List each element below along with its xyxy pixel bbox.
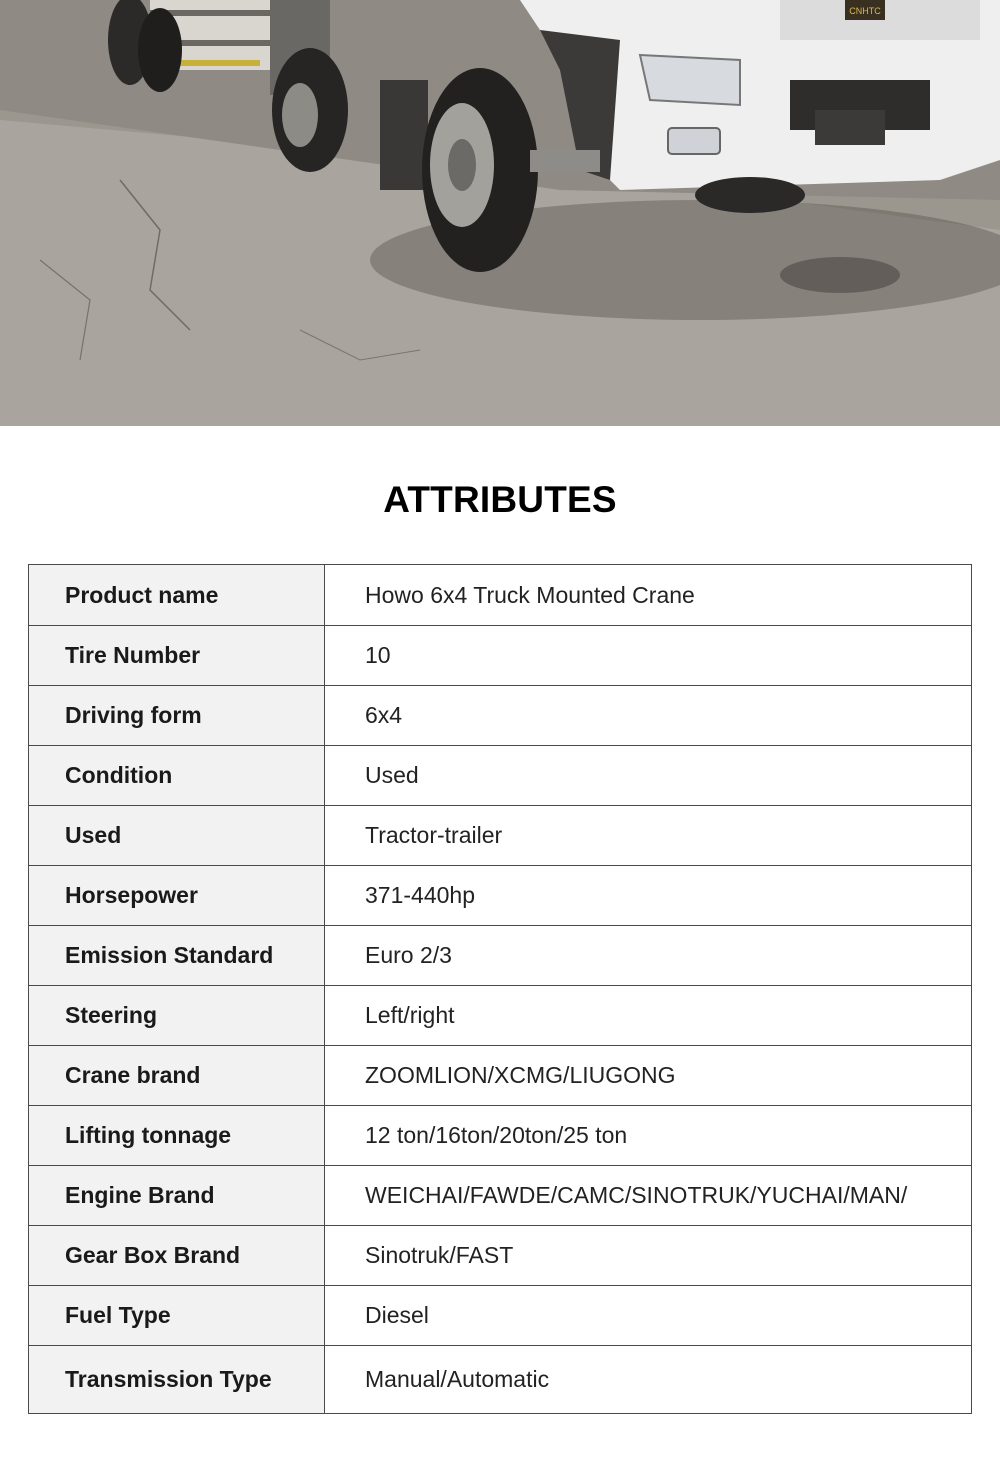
attribute-value: WEICHAI/FAWDE/CAMC/SINOTRUK/YUCHAI/MAN/ bbox=[325, 1166, 972, 1226]
attribute-label: Driving form bbox=[29, 686, 325, 746]
attribute-label: Steering bbox=[29, 986, 325, 1046]
attribute-value: 12 ton/16ton/20ton/25 ton bbox=[325, 1106, 972, 1166]
table-row bbox=[29, 1166, 972, 1226]
table-row bbox=[29, 746, 972, 806]
attribute-value: Left/right bbox=[325, 986, 972, 1046]
table-row bbox=[29, 806, 972, 866]
attribute-value: ZOOMLION/XCMG/LIUGONG bbox=[325, 1046, 972, 1106]
hero-photo bbox=[0, 0, 1000, 426]
attribute-label: Emission Standard bbox=[29, 926, 325, 986]
table-row bbox=[29, 926, 972, 986]
table-row bbox=[29, 1046, 972, 1106]
attribute-value: Sinotruk/FAST bbox=[325, 1226, 972, 1286]
table-row bbox=[29, 686, 972, 746]
table-row bbox=[29, 1346, 972, 1414]
attribute-label: Tire Number bbox=[29, 626, 325, 686]
attribute-label: Horsepower bbox=[29, 866, 325, 926]
attribute-value: Howo 6x4 Truck Mounted Crane bbox=[325, 565, 972, 626]
attribute-label: Transmission Type bbox=[29, 1346, 325, 1414]
attribute-label: Crane brand bbox=[29, 1046, 325, 1106]
section-title: ATTRIBUTES bbox=[383, 479, 617, 520]
table-row bbox=[29, 866, 972, 926]
attribute-value: Diesel bbox=[325, 1286, 972, 1346]
svg-text:CNHTC: CNHTC bbox=[849, 6, 881, 16]
table-row bbox=[29, 1286, 972, 1346]
attribute-value: Manual/Automatic bbox=[325, 1346, 972, 1414]
table-row bbox=[29, 986, 972, 1046]
attribute-label: Fuel Type bbox=[29, 1286, 325, 1346]
attribute-value: Tractor-trailer bbox=[325, 806, 972, 866]
attribute-label: Gear Box Brand bbox=[29, 1226, 325, 1286]
table-row bbox=[29, 565, 972, 626]
attribute-label: Engine Brand bbox=[29, 1166, 325, 1226]
table-row bbox=[29, 1106, 972, 1166]
attribute-label: Product name bbox=[29, 565, 325, 626]
attributes-table bbox=[28, 564, 972, 1414]
attribute-label: Condition bbox=[29, 746, 325, 806]
attribute-value: 6x4 bbox=[325, 686, 972, 746]
truck-illustration bbox=[0, 0, 1000, 426]
attribute-value: Euro 2/3 bbox=[325, 926, 972, 986]
attribute-value: Used bbox=[325, 746, 972, 806]
table-row bbox=[29, 626, 972, 686]
attribute-label: Lifting tonnage bbox=[29, 1106, 325, 1166]
table-row bbox=[29, 1226, 972, 1286]
attribute-label: Used bbox=[29, 806, 325, 866]
attribute-value: 10 bbox=[325, 626, 972, 686]
attribute-value: 371-440hp bbox=[325, 866, 972, 926]
